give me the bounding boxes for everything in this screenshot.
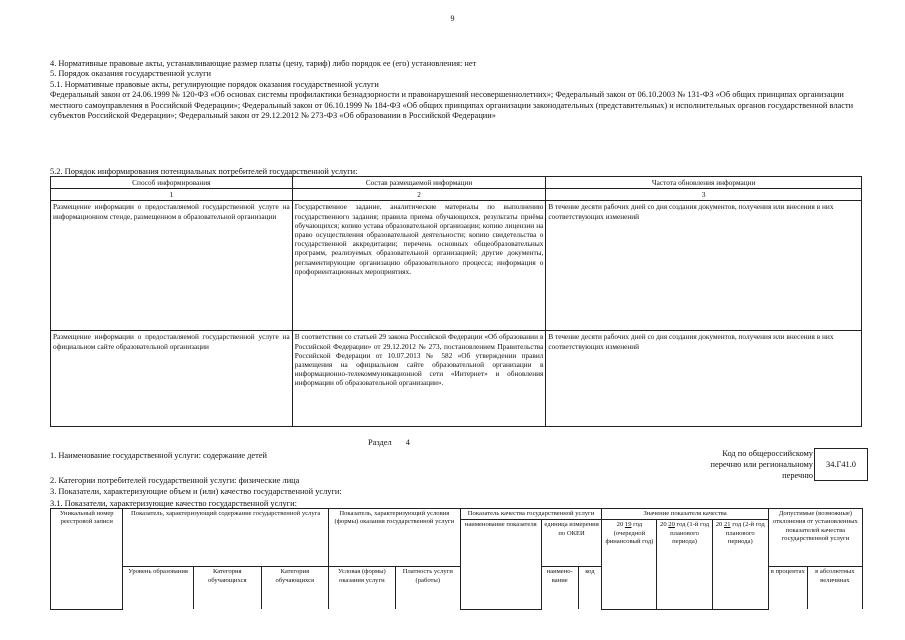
registry-code-value: 34.Г41.0	[826, 460, 856, 469]
qt-sub-unit-name: наимено-вание	[541, 567, 578, 610]
indicators-line: 3. Показатели, характеризующие объем и (или) качество государственной услуги:	[50, 487, 342, 496]
qt-sub-conditions-form: Условая (формы) оказания услуги	[328, 567, 395, 610]
info-method-cell: Размещение информации о предоставляемой государственной услуге на официальном сайте образовательной организации	[51, 331, 293, 427]
section-lines	[50, 450, 342, 509]
qt-sub-deviation-percent: в процентах	[768, 567, 807, 610]
table-row	[51, 331, 862, 427]
legal-acts-line: 4. Нормативные правовые акты, устанавливающие размер платы (цену, тариф) либо порядок ее (его) установления: нет	[50, 59, 477, 68]
qt-sub-unit-code: код	[578, 567, 602, 610]
info-frequency-cell: В течение десяти рабочих дней со дня создания документов, получения или внесения в них соответствующих изменений	[546, 331, 862, 427]
qt-sub-student-category: Категория обучающихся	[261, 567, 328, 610]
qt-header-conditions: Показатель, характеризующий условия (формы) оказания государственной услуги	[328, 509, 460, 567]
quality-indicators-line: 3.1. Показатели, характеризующие качество государственной услуги:	[50, 498, 297, 508]
info-frequency-cell: В течение десяти рабочих дней со дня создания документов, получения или внесения в них соответствующих изменений	[546, 201, 862, 331]
federal-laws-text: Федеральный закон от 24.06.1999 № 120-ФЗ «Об основах системы профилактики безнадзорности и правонарушений несовершеннолетних»; Федеральный закон от 06.10.2003 № 131-ФЗ «Об общих принципах организации местного самоуправления в Российской Федерации»; Федеральный закон от 06.10.1999 № 184-ФЗ «Об общих принципах организации законодательных (представительных) и исполнительных органов государственной власти субъектов Российской Федерации»; Федеральный закон от 29.12.2012 № 273-ФЗ «Об образовании в Российской Федерации»	[50, 90, 854, 121]
registry-code-label: Код по общероссийскому перечню или региональному перечню	[710, 449, 813, 481]
registry-code-box	[814, 448, 868, 481]
qt-header-values: Значение показателя качества	[602, 509, 769, 520]
info-col-number: 1	[51, 189, 293, 201]
section-heading	[368, 438, 410, 447]
service-name-line: 1. Наименование государственной услуги: содержание детей	[50, 451, 267, 460]
qt-header-year-3: 20 21 год (2-й год планового периода)	[712, 520, 768, 610]
header-block	[50, 59, 860, 121]
info-method-cell: Размещение информации о предоставляемой государственной услуге на информационном стенде, размещенном в образовательной организации	[51, 201, 293, 331]
procedure-heading: 5. Порядок оказания государственной услуги	[50, 69, 212, 79]
qt-header-deviation: Допустимые (возможные) отклонения от установленных показателей качества государственной услуги	[768, 509, 862, 567]
section-label: Раздел	[368, 438, 392, 447]
table-row	[51, 201, 862, 331]
consumer-category-line: 2. Категории потребителей государственной услуги: физические лица	[50, 475, 300, 485]
info-content-cell: Государственное задание, аналитические материалы по выполнению государственного задания; правила приема обучающихся, результаты приёма обучающихся; копию устава образовательной организации; копию лицензии на право осуществления образовательной деятельности; копию свидетельства о государственной аккредитации; перечень основных общеобразовательных программ, реализуемых образовательной организацией; другие документы, регламентирующие организацию образовательного процесса; информация о профориентационных мероприятиях.	[292, 201, 546, 331]
qt-header-content: Показатель, характеризующий содержание государственной услуга	[123, 509, 328, 567]
info-header-method: Способ информирования	[51, 177, 293, 189]
qt-header-registry: Уникальный номер реестровой записи	[51, 509, 123, 610]
info-col-number: 2	[292, 189, 546, 201]
info-header-frequency: Частота обновления информации	[546, 177, 862, 189]
qt-header-quality: Показатель качества государственной услуги	[460, 509, 602, 520]
info-table-caption: 5.2. Порядок информирования потенциальных потребителей государственной услуги:	[50, 167, 358, 176]
qt-sub-deviation-absolute: в абсолютных величинах	[807, 567, 862, 610]
qt-sub-education-level: Уровень образования	[123, 567, 193, 610]
quality-table	[50, 508, 863, 610]
section-number: 4	[405, 438, 410, 447]
qt-header-year-2: 20 20 год (1-й год планового периода)	[657, 520, 712, 610]
qt-header-year-1: 20 19 год (очередной финансовый год)	[602, 520, 657, 610]
qt-header-unit: единица измерения по ОКЕИ	[541, 520, 602, 567]
info-content-cell: В соответствии со статьей 29 закона Российской Федерации «Об образовании в Российской Федерации» от 29.12.2012 № 273, постановлением Правительства Российской Федерации от 10.07.2013 № 582 «Об утверждении правил размещения на официальном сайте образовательной организации в информационно-телекоммуникационной сети «Интернет» и обновления информации об образовательной организации».	[292, 331, 546, 427]
qt-sub-student-category: Категория обучающихся	[193, 567, 261, 610]
qt-header-indicator-name: наименование показателя	[460, 520, 541, 610]
info-col-number: 3	[546, 189, 862, 201]
info-table	[50, 176, 862, 427]
qt-sub-paid-service: Платность услуги (работы)	[395, 567, 460, 610]
page-number: 9	[450, 14, 455, 23]
regulation-heading: 5.1. Нормативные правовые акты, регулирующие порядок оказания государственной услуги	[50, 79, 379, 89]
info-header-content: Состав размещаемой информации	[292, 177, 546, 189]
